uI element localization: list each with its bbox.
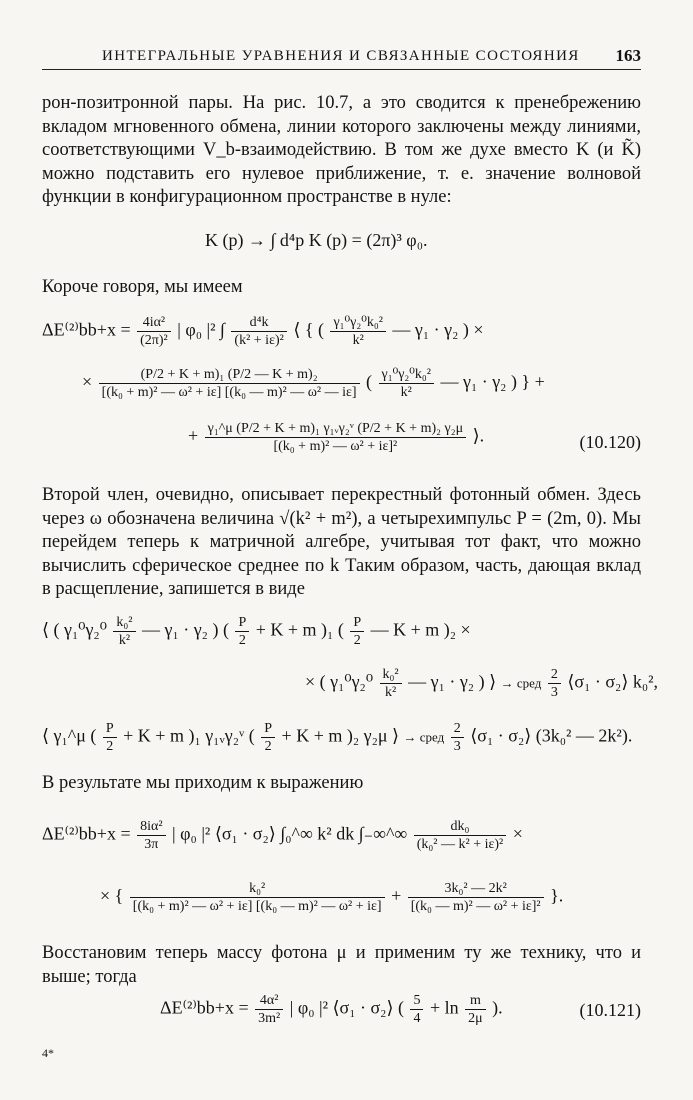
denominator: [(k₀ + m)² — ω² + iε] [(k₀ — m)² — ω² + iε] (132, 899, 382, 914)
page-number: 163 (615, 46, 641, 65)
numerator: γ₁⁰γ₂⁰k₀² (379, 366, 434, 384)
denominator: 2 (264, 739, 272, 754)
numerator: k₀² (380, 666, 402, 684)
denominator: 3 (550, 685, 558, 700)
denominator: 2 (353, 633, 361, 648)
averaging-arrow: → сред (500, 675, 542, 691)
fraction (379, 366, 434, 401)
algebra-line-3 (42, 720, 632, 755)
fraction (130, 880, 385, 915)
paragraph-text: Второй член, очевидно, описывает перекрестный фотонный обмен. Здесь через ω обозначена величина √(k² + m²), а четырехимпульс P = (2m, 0). Мы перейдем теперь к матричной алгебре, учитывая тот факт, что можно вычислить сферическое среднее по k Таким образом, часть, дающая вклад в расщепление, запишется в виде (42, 485, 641, 599)
equation-10-120-line-3 (188, 420, 484, 455)
numerator: m (465, 992, 486, 1010)
eq-term: + K + m )₂ γ₂μ ⟩ (281, 725, 400, 746)
eq-term: + ln (429, 997, 459, 1018)
equation-number-10-120: (10.120) (579, 432, 641, 452)
eq-term: — γ₁ · γ₂ ) × (392, 319, 484, 340)
paragraph-1 (42, 92, 641, 210)
eq-term: — γ₁ · γ₂ ) ( (142, 619, 229, 640)
eq-term: × (512, 823, 523, 844)
equation-k-zero (205, 230, 427, 251)
fraction (548, 666, 561, 701)
numerator: P (350, 614, 364, 632)
eq-term: + K + m )₁ γ₁ᵥγ₂ᵛ ( (123, 725, 255, 746)
eq-term: — K + m )₂ × (370, 619, 471, 640)
fraction (103, 720, 117, 755)
eq-term: + K + m )₁ ( (255, 619, 344, 640)
eq-term: × (82, 371, 93, 392)
fraction (137, 314, 171, 349)
denominator: [(k₀ — m)² — ω² + iε]² (410, 899, 541, 914)
numerator: 2 (548, 666, 561, 684)
eq-term: ( (366, 371, 373, 392)
numerator: 2 (451, 720, 464, 738)
denominator: 3 (453, 739, 461, 754)
denominator: (2π)² (140, 333, 168, 348)
numerator: k₀² (113, 614, 135, 632)
denominator: [(k₀ + m)² — ω² + iε]² (273, 439, 398, 454)
numerator: k₀² (130, 880, 385, 898)
denominator: (k² + iε)² (234, 333, 284, 348)
denominator: 4 (413, 1011, 421, 1026)
eq-term: × ( γ₁⁰γ₂⁰ (305, 671, 374, 692)
eq-term: × { (100, 885, 124, 906)
fraction (255, 992, 283, 1027)
fraction (380, 666, 402, 701)
eq-term: ⟨ ( γ₁⁰γ₂⁰ (42, 619, 107, 640)
denominator: 3π (144, 837, 159, 852)
algebra-line-1 (42, 614, 471, 649)
chapter-title: ИНТЕГРАЛЬНЫЕ УРАВНЕНИЯ И СВЯЗАННЫЕ СОСТОЯНИЯ (102, 48, 580, 64)
eq-lhs: ΔE⁽²⁾bb+x = (160, 997, 249, 1018)
equation-10-120-line-2 (82, 366, 545, 401)
eq-term: ⟨ γ₁^μ ( (42, 725, 97, 746)
fraction (205, 420, 466, 455)
fraction (231, 314, 286, 349)
denominator: k² (118, 633, 131, 648)
paragraph-text: рон-позитронной пары. На рис. 10.7, а это сводится к пренебрежению вкладом мгновенного обмена, линии которого заключены между линиями, соответствующими V_b-взаимодействию. В том же духе вместо K (и K̃) можно подставить его нулевое приближение, т. е. значение волновой функции в конфигурационном пространстве в нуле: (42, 93, 641, 207)
numerator: P (235, 614, 249, 632)
numerator: dk₀ (414, 818, 506, 836)
eq-term: }. (550, 885, 564, 906)
eq-term: | φ₀ |² ⟨σ₁ · σ₂⟩ ( (289, 997, 404, 1018)
numerator: 5 (410, 992, 423, 1010)
equation-text: K (p) → ∫ d⁴p K (p) = (2π)³ φ₀. (205, 230, 428, 250)
numerator: P (261, 720, 275, 738)
signature-mark: 4* (42, 1046, 54, 1060)
numerator: γ₁^μ (P/2 + K + m)₁ γ₁ᵥγ₂ᵛ (P/2 + K + m)₂ γ₂μ (205, 420, 466, 438)
eq-term: ). (492, 997, 503, 1018)
denominator: k² (384, 685, 397, 700)
fraction (99, 366, 360, 401)
eq-term: — γ₁ · γ₂ ) ⟩ (408, 671, 497, 692)
eq-term: — γ₁ · γ₂ ) } + (440, 371, 545, 392)
eq-lhs: ΔE⁽²⁾bb+x = (42, 319, 131, 340)
integral: ∫₀^∞ k² dk (280, 823, 355, 844)
equation-number-10-121: (10.121) (579, 1000, 641, 1020)
fraction (408, 880, 544, 915)
algebra-line-2 (305, 666, 658, 701)
fraction (113, 614, 135, 649)
fraction (137, 818, 165, 853)
denominator: k² (352, 333, 364, 348)
denominator: (k₀² — k² + iε)² (416, 837, 504, 852)
eq-term: + (188, 425, 199, 446)
running-head (42, 48, 641, 70)
numerator: d⁴k (231, 314, 286, 332)
numerator: γ₁⁰γ₂⁰k₀² (330, 314, 385, 332)
numerator: 8iα² (137, 818, 165, 836)
numerator: 4α² (255, 992, 283, 1010)
numerator: P (103, 720, 117, 738)
paragraph-text: Восстановим теперь массу фотона μ и применим ту же технику, что и выше; тогда (42, 943, 641, 987)
fraction (235, 614, 249, 649)
numerator: (P/2 + K + m)₁ (P/2 — K + m)₂ (99, 366, 360, 384)
eq-term: | φ₀ |² ∫ (177, 319, 225, 340)
numerator: 3k₀² — 2k² (408, 880, 544, 898)
equation-10-120-line-1 (42, 314, 484, 349)
eq-term: ⟨σ₁ · σ₂⟩ (3k₀² — 2k²). (470, 725, 633, 746)
denominator: k² (400, 385, 412, 400)
eq-lhs: ΔE⁽²⁾bb+x = (42, 823, 131, 844)
denominator: 2 (238, 633, 246, 648)
eq-term: ⟩. (472, 425, 485, 446)
fraction (261, 720, 275, 755)
fraction (451, 720, 464, 755)
paragraph-3 (42, 484, 641, 602)
result-equation-line-1 (42, 818, 523, 853)
fraction (465, 992, 486, 1027)
paragraph-text: Короче говоря, мы имеем (42, 277, 243, 297)
denominator: [(k₀ + m)² — ω² + iε] [(k₀ — m)² — ω² — iε] (101, 385, 357, 400)
fraction (414, 818, 506, 853)
numerator: 4iα² (137, 314, 171, 332)
integral: ∫₋∞^∞ (358, 823, 408, 844)
fraction (350, 614, 364, 649)
denominator: 2 (106, 739, 114, 754)
paragraph-text: В результате мы приходим к выражению (42, 773, 364, 793)
equation-10-121 (160, 992, 503, 1027)
fraction (410, 992, 423, 1027)
denominator: 3m² (258, 1011, 281, 1026)
averaging-arrow: → сред (403, 729, 445, 745)
paragraph-5 (42, 942, 641, 989)
denominator: 2μ (468, 1011, 483, 1026)
paragraph-4 (42, 772, 641, 796)
eq-term: + (391, 885, 402, 906)
fraction (330, 314, 385, 349)
paragraph-2 (42, 276, 641, 300)
eq-term: ⟨σ₁ · σ₂⟩ k₀², (567, 671, 659, 692)
eq-term: | φ₀ |² ⟨σ₁ · σ₂⟩ (172, 823, 276, 844)
eq-term: ⟨ { ( (293, 319, 324, 340)
result-equation-line-2 (100, 880, 563, 915)
